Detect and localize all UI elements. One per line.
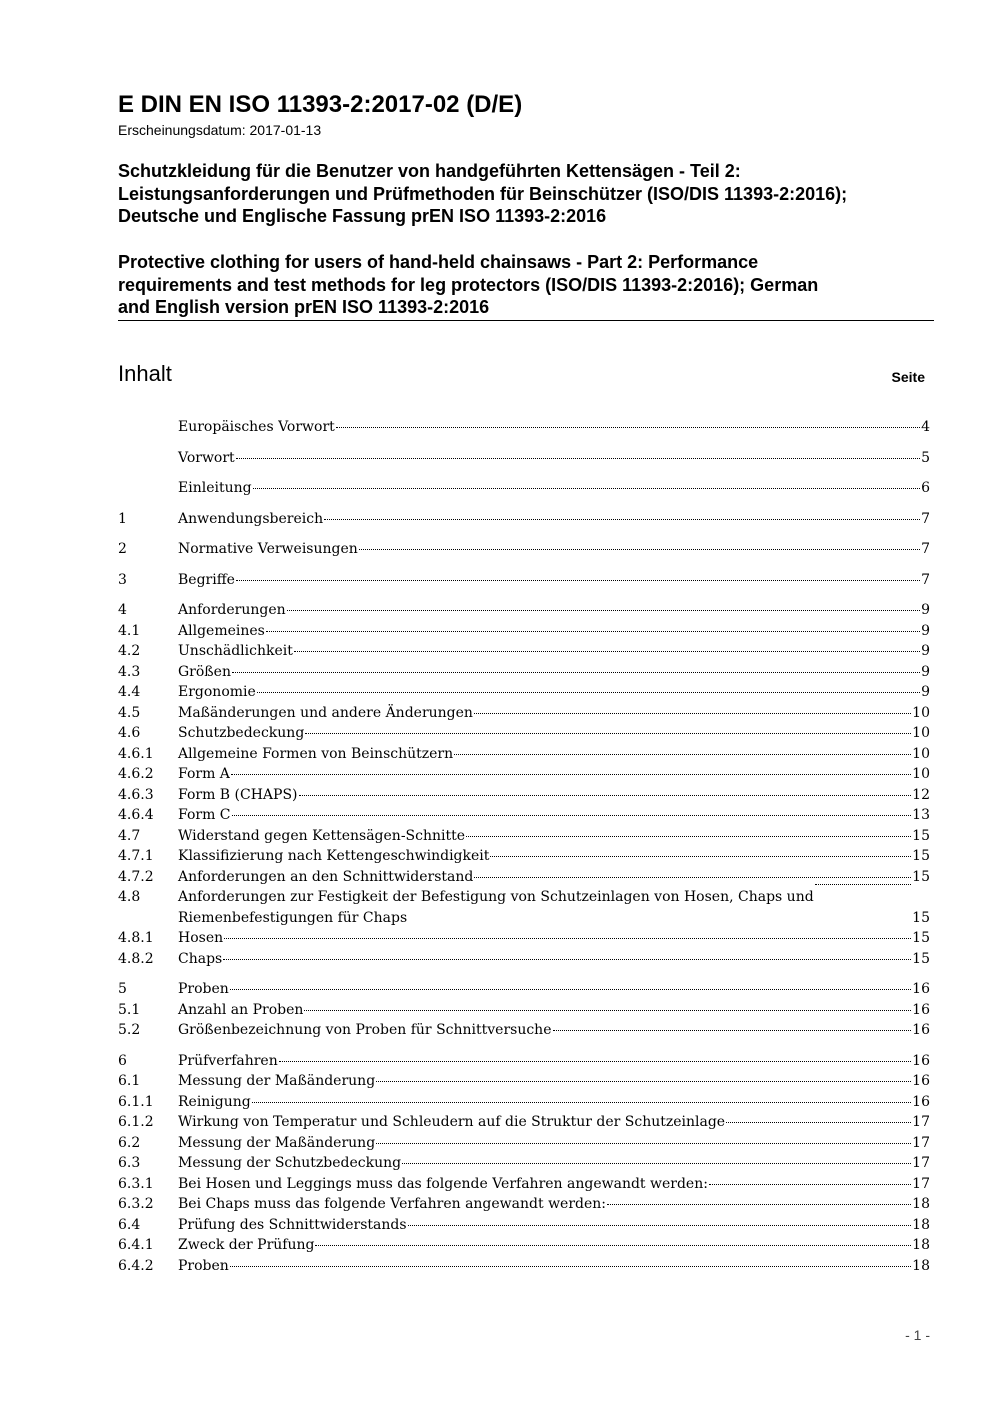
toc-entry[interactable] <box>118 1235 930 1256</box>
toc-entry-title: Klassifizierung nach Kettengeschwindigkeit <box>178 848 490 864</box>
toc-entry[interactable] <box>118 744 930 765</box>
toc-entry[interactable] <box>118 979 930 1000</box>
toc-entry-title: Maßänderungen und andere Änderungen <box>178 704 473 721</box>
toc-entry-number: 5.1 <box>118 1001 141 1018</box>
toc-dot-leader <box>305 733 911 734</box>
toc-entry-number: 5 <box>118 981 127 997</box>
toc-entry-page: 16 <box>912 1001 930 1018</box>
toc-entry-title: Proben <box>178 981 229 997</box>
toc-entry[interactable] <box>118 662 930 683</box>
toc-dot-leader <box>815 884 912 885</box>
toc-entry-title: Schutzbedeckung <box>178 725 305 741</box>
toc-dot-leader <box>376 1081 911 1082</box>
toc-entry-number: 4.5 <box>118 704 141 721</box>
toc-entry-page: 16 <box>912 981 930 997</box>
toc-dot-leader <box>402 1163 911 1164</box>
toc-dot-leader <box>266 631 920 632</box>
toc-entry-page: 9 <box>921 663 930 680</box>
toc-entry[interactable] <box>118 928 930 949</box>
toc-dot-leader <box>257 692 920 693</box>
toc-entry-title: Proben <box>178 1257 229 1274</box>
toc-entry-title: Normative Verweisungen <box>178 541 358 557</box>
toc-dot-leader <box>490 856 911 857</box>
toc-entry[interactable] <box>118 570 930 591</box>
toc-entry-number: 6.4.2 <box>118 1257 154 1274</box>
toc-entry-page: 9 <box>921 684 930 700</box>
toc-entry-number: 5.2 <box>118 1022 141 1038</box>
toc-entry[interactable] <box>118 785 930 806</box>
toc-entry[interactable] <box>118 805 930 826</box>
toc-entry[interactable] <box>118 949 930 970</box>
title-divider <box>118 320 934 321</box>
toc-entry-number: 6.3.2 <box>118 1196 154 1212</box>
toc-dot-leader <box>709 1184 911 1185</box>
english-title-line: and English version prEN ISO 11393-2:2016 <box>118 297 490 317</box>
toc-entry-number: 1 <box>118 510 127 527</box>
toc-entry-title <box>178 887 814 928</box>
toc-entry-title-line: Riemenbefestigungen für Chaps <box>178 909 408 926</box>
toc-entry[interactable] <box>118 1153 930 1174</box>
toc-entry-page: 6 <box>921 480 930 496</box>
toc-entry[interactable] <box>118 1112 930 1133</box>
toc-dot-leader <box>230 989 911 990</box>
toc-entry-title: Chaps <box>178 950 223 967</box>
toc-entry-page: 10 <box>912 745 930 762</box>
toc-entry-page: 18 <box>912 1257 930 1274</box>
toc-entry-page: 12 <box>912 786 930 803</box>
toc-entry[interactable] <box>118 417 930 438</box>
toc-entry-number: 6.3 <box>118 1155 141 1171</box>
toc-entry-title: Form A <box>178 766 230 782</box>
toc-entry[interactable] <box>118 600 930 621</box>
toc-dot-leader <box>474 877 911 878</box>
toc-entry-title: Allgemeine Formen von Beinschützern <box>178 745 454 762</box>
toc-entry[interactable] <box>118 846 930 867</box>
german-title-line: Leistungsanforderungen und Prüfmethoden für Beinschützer (ISO/DIS 11393-2:2016); <box>118 183 848 204</box>
toc-entry-title: Prüfverfahren <box>178 1052 278 1069</box>
toc-entry-page: 10 <box>912 766 930 782</box>
table-of-contents <box>118 417 930 1276</box>
toc-entry-title: Vorwort <box>178 449 235 466</box>
toc-dot-leader <box>236 458 920 459</box>
toc-dot-leader <box>231 774 911 775</box>
toc-entry-page: 10 <box>912 725 930 741</box>
toc-entry-page: 7 <box>921 541 930 557</box>
toc-dot-leader <box>230 1266 911 1267</box>
toc-entry-page: 15 <box>912 930 930 946</box>
toc-dot-leader <box>232 815 912 816</box>
toc-entry[interactable] <box>118 1174 930 1195</box>
toc-dot-leader <box>236 580 920 581</box>
toc-dot-leader <box>304 1010 911 1011</box>
toc-dot-leader <box>223 959 911 960</box>
toc-entry-number: 6.1.1 <box>118 1093 154 1110</box>
toc-dot-leader <box>324 519 920 520</box>
toc-entry-title: Reinigung <box>178 1093 251 1110</box>
toc-entry-page: 17 <box>912 1155 930 1171</box>
toc-dot-leader <box>336 427 920 428</box>
toc-entry-title: Messung der Schutzbedeckung <box>178 1155 402 1171</box>
toc-entry-number: 4.6.3 <box>118 786 154 803</box>
toc-entry-number: 4.1 <box>118 622 141 639</box>
toc-entry-title: Allgemeines <box>178 622 265 639</box>
toc-entry-title: Anzahl an Proben <box>178 1001 304 1018</box>
toc-dot-leader <box>726 1122 911 1123</box>
toc-entry-page: 16 <box>912 1052 930 1069</box>
toc-entry-number: 2 <box>118 541 127 557</box>
toc-entry[interactable] <box>118 1020 930 1041</box>
toc-entry[interactable] <box>118 1215 930 1236</box>
toc-dot-leader <box>408 1225 912 1226</box>
toc-entry-page: 9 <box>921 643 930 659</box>
toc-entry-number: 4.8.2 <box>118 950 154 967</box>
toc-entry-title: Messung der Maßänderung <box>178 1134 376 1151</box>
toc-entry-number: 4.6 <box>118 725 141 741</box>
toc-entry-page: 4 <box>921 419 930 435</box>
toc-entry-title: Größen <box>178 663 231 680</box>
toc-entry-title: Unschädlichkeit <box>178 643 293 659</box>
toc-entry[interactable] <box>118 703 930 724</box>
toc-entry[interactable] <box>118 641 930 662</box>
toc-entry-number: 4.8.1 <box>118 930 154 946</box>
toc-dot-leader <box>466 836 911 837</box>
german-title <box>118 160 948 228</box>
toc-entry-number: 6.4.1 <box>118 1237 154 1253</box>
toc-entry-page: 18 <box>912 1237 930 1253</box>
publication-date: Erscheinungsdatum: 2017-01-13 <box>118 122 322 138</box>
toc-entry[interactable] <box>118 621 930 642</box>
toc-dot-leader <box>252 1102 911 1103</box>
toc-entry-page: 18 <box>912 1196 930 1212</box>
english-title-line: requirements and test methods for leg protectors (ISO/DIS 11393-2:2016); German <box>118 274 819 295</box>
german-title-line: Schutzkleidung für die Benutzer von handgeführten Kettensägen - Teil 2: <box>118 161 741 181</box>
toc-entry[interactable] <box>118 887 930 928</box>
toc-entry-title: Zweck der Prüfung <box>178 1237 315 1253</box>
toc-entry-title: Anforderungen an den Schnittwiderstand <box>178 868 474 885</box>
toc-entry-page: 17 <box>912 1114 930 1130</box>
toc-entry-page: 10 <box>912 704 930 721</box>
toc-entry[interactable] <box>118 1133 930 1154</box>
toc-page-column-label: Seite <box>891 369 925 385</box>
toc-entry-number: 6 <box>118 1052 127 1069</box>
toc-entry-title: Bei Chaps muss das folgende Verfahren angewandt werden: <box>178 1196 607 1212</box>
toc-entry-page: 9 <box>921 602 930 618</box>
english-title <box>118 251 948 319</box>
toc-entry-page: 7 <box>921 571 930 588</box>
toc-entry-page: 9 <box>921 622 930 639</box>
german-title-line: Deutsche und Englische Fassung prEN ISO 11393-2:2016 <box>118 206 607 226</box>
toc-dot-leader <box>553 1030 912 1031</box>
toc-entry[interactable] <box>118 509 930 530</box>
toc-entry-title: Anwendungsbereich <box>178 510 324 527</box>
toc-entry[interactable] <box>118 1000 930 1021</box>
toc-entry-title: Europäisches Vorwort <box>178 419 335 435</box>
toc-entry-number: 4.3 <box>118 663 141 680</box>
toc-entry-number: 4.6.4 <box>118 807 154 823</box>
toc-entry-title: Messung der Maßänderung <box>178 1073 376 1089</box>
toc-entry[interactable] <box>118 1071 930 1092</box>
toc-entry[interactable] <box>118 448 930 469</box>
toc-dot-leader <box>607 1204 911 1205</box>
toc-entry[interactable] <box>118 1256 930 1277</box>
toc-entry-page: 18 <box>912 1216 930 1233</box>
toc-entry-number: 4.2 <box>118 643 141 659</box>
toc-entry-page: 16 <box>912 1022 930 1038</box>
toc-entry-page: 17 <box>912 1175 930 1192</box>
toc-entry-title: Widerstand gegen Kettensägen-Schnitte <box>178 827 466 844</box>
toc-entry-title: Bei Hosen und Leggings muss das folgende Verfahren angewandt werden: <box>178 1175 708 1192</box>
toc-entry-page: 7 <box>921 510 930 527</box>
toc-entry-number: 6.1 <box>118 1073 141 1089</box>
toc-entry-page: 17 <box>912 1134 930 1151</box>
toc-entry-number: 4.7.2 <box>118 868 154 885</box>
toc-entry-title: Begriffe <box>178 571 235 588</box>
toc-dot-leader <box>299 795 912 796</box>
toc-dot-leader <box>253 488 921 489</box>
toc-dot-leader <box>454 754 911 755</box>
toc-dot-leader <box>232 672 920 673</box>
toc-entry-number: 4.7.1 <box>118 848 154 864</box>
toc-entry-page: 15 <box>912 848 930 864</box>
toc-entry-page: 15 <box>912 827 930 844</box>
toc-entry-number: 6.4 <box>118 1216 141 1233</box>
toc-entry-number: 4.6.2 <box>118 766 154 782</box>
toc-entry-title: Hosen <box>178 930 224 946</box>
toc-entry-title-line: Anforderungen zur Festigkeit der Befestigung von Schutzeinlagen von Hosen, Chaps und <box>178 889 814 905</box>
toc-entry-page: 16 <box>912 1093 930 1110</box>
toc-entry-page: 5 <box>921 449 930 466</box>
toc-entry[interactable] <box>118 764 930 785</box>
toc-entry-title: Ergonomie <box>178 684 256 700</box>
toc-dot-leader <box>287 610 920 611</box>
toc-entry-number: 4.7 <box>118 827 141 844</box>
english-title-line: Protective clothing for users of hand-held chainsaws - Part 2: Performance <box>118 252 759 272</box>
toc-dot-leader <box>279 1061 911 1062</box>
toc-dot-leader <box>474 713 911 714</box>
page-number: - 1 - <box>905 1327 930 1343</box>
toc-entry-title: Form C <box>178 807 231 823</box>
toc-entry-title: Prüfung des Schnittwiderstands <box>178 1216 407 1233</box>
document-title: E DIN EN ISO 11393-2:2017-02 (D/E) <box>118 91 523 118</box>
toc-dot-leader <box>315 1245 911 1246</box>
toc-entry-page: 15 <box>912 950 930 967</box>
toc-entry[interactable] <box>118 826 930 847</box>
toc-entry-page: 15 <box>912 868 930 885</box>
toc-entry-title: Form B (CHAPS) <box>178 786 298 803</box>
toc-entry-number: 6.1.2 <box>118 1114 154 1130</box>
toc-entry[interactable] <box>118 539 930 560</box>
toc-entry[interactable] <box>118 478 930 499</box>
toc-heading: Inhalt <box>118 361 172 386</box>
toc-dot-leader <box>224 938 911 939</box>
toc-entry[interactable] <box>118 1051 930 1072</box>
toc-entry-number: 4 <box>118 602 127 618</box>
toc-entry[interactable] <box>118 682 930 703</box>
toc-entry-number: 6.2 <box>118 1134 141 1151</box>
toc-dot-leader <box>294 651 920 652</box>
toc-entry[interactable] <box>118 723 930 744</box>
toc-entry-number: 4.8 <box>118 889 141 905</box>
toc-entry-page: 13 <box>912 807 930 823</box>
toc-entry-title: Einleitung <box>178 480 252 496</box>
toc-entry-number: 4.6.1 <box>118 745 154 762</box>
toc-entry-title: Wirkung von Temperatur und Schleudern auf die Struktur der Schutzeinlage <box>178 1114 726 1130</box>
toc-entry-number: 3 <box>118 571 127 588</box>
toc-dot-leader <box>359 549 920 550</box>
toc-entry-page: 16 <box>912 1073 930 1089</box>
toc-entry-title: Größenbezeichnung von Proben für Schnittversuche <box>178 1022 552 1038</box>
toc-entry-number: 4.4 <box>118 684 141 700</box>
toc-entry-title: Anforderungen <box>178 602 286 618</box>
toc-entry[interactable] <box>118 1092 930 1113</box>
toc-dot-leader <box>376 1143 911 1144</box>
toc-entry-page: 15 <box>912 909 930 926</box>
toc-entry-number: 6.3.1 <box>118 1175 154 1192</box>
toc-entry[interactable] <box>118 1194 930 1215</box>
toc-entry[interactable] <box>118 867 930 888</box>
